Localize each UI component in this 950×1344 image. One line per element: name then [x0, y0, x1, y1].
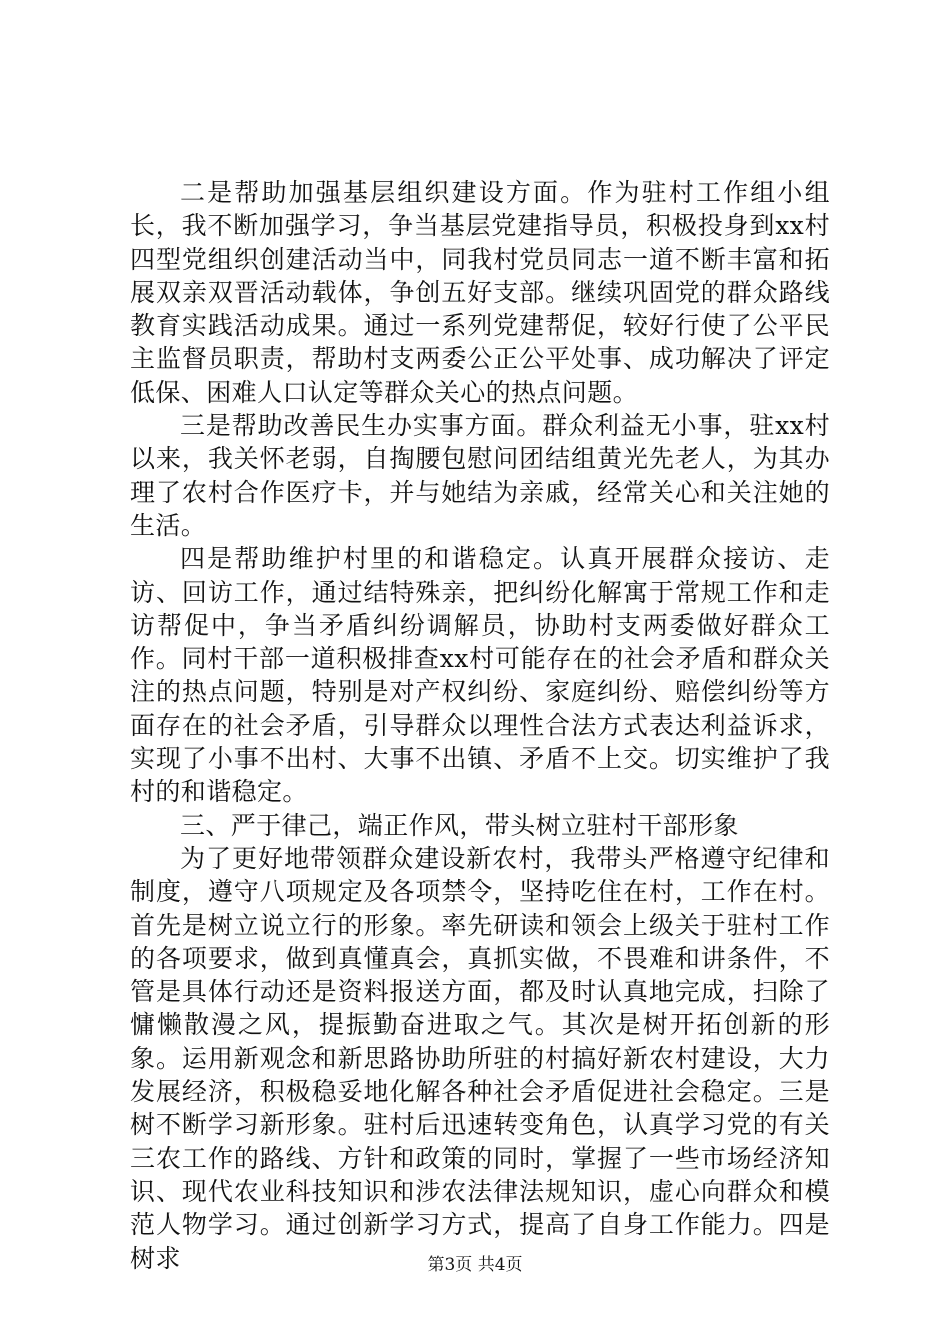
paragraph-harmony-stability: 四是帮助维护村里的和谐稳定。认真开展群众接访、走访、回访工作，通过结特殊亲，把纠纷化解寓于常规工作和走访帮促中，争当矛盾纠纷调解员，协助村支两委做好群众工作。同村干部一道积极排查xx村可能存在的社会矛盾和群众关注的热点问题，特别是对产权纠纷、家庭纠纷、赔偿纠纷等方面存在的社会矛盾，引导群众以理性合法方式表达利益诉求，实现了小事不出村、大事不出镇、矛盾不上交。切实维护了我村的和谐稳定。 — [130, 544, 830, 807]
page-footer: 第3页 共4页 — [427, 1255, 523, 1275]
paragraph-cadre-image: 为了更好地带领群众建设新农村，我带头严格遵守纪律和制度，遵守八项规定及各项禁令，坚持吃住在村，工作在村。首先是树立说立行的形象。率先研读和领会上级关于驻村工作的各项要求，做到真懂真会，真抓实做，不畏难和讲条件，不管是具体行动还是资料报送方面，都及时认真地完成，扫除了慵懒散漫之风，提振勤奋进取之气。其次是树开拓创新的形象。运用新观念和新思路协助所驻的村搞好新农村建设，大力发展经济，积极稳妥地化解各种社会矛盾促进社会稳定。三是树不断学习新形象。驻村后迅速转变角色，认真学习党的有关三农工作的路线、方针和政策的同时，掌握了一些市场经济知识、现代农业科技知识和涉农法律法规知识，虚心向群众和模范人物学习。通过创新学习方式，提高了自身工作能力。四是树求 — [130, 843, 830, 1273]
paragraph-livelihood: 三是帮助改善民生办实事方面。群众利益无小事，驻xx村以来，我关怀老弱，自掏腰包慰问团结组黄光先老人，为其办理了农村合作医疗卡，并与她结为亲戚，经常关心和关注她的生活。 — [130, 411, 830, 540]
section-heading-discipline: 三、严于律己，端正作风，带头树立驻村干部形象 — [180, 810, 739, 840]
paragraph-organization-building: 二是帮助加强基层组织建设方面。作为驻村工作组小组长，我不断加强学习，争当基层党建指导员，积极投身到xx村四型党组织创建活动当中，同我村党员同志一道不断丰富和拓展双亲双晋活动载体，争创五好支部。继续巩固党的群众路线教育实践活动成果。通过一系列党建帮促，较好行使了公平民主监督员职责，帮助村支两委公正公平处事、成功解决了评定低保、困难人口认定等群众关心的热点问题。 — [130, 178, 830, 407]
document-body — [130, 176, 830, 1275]
